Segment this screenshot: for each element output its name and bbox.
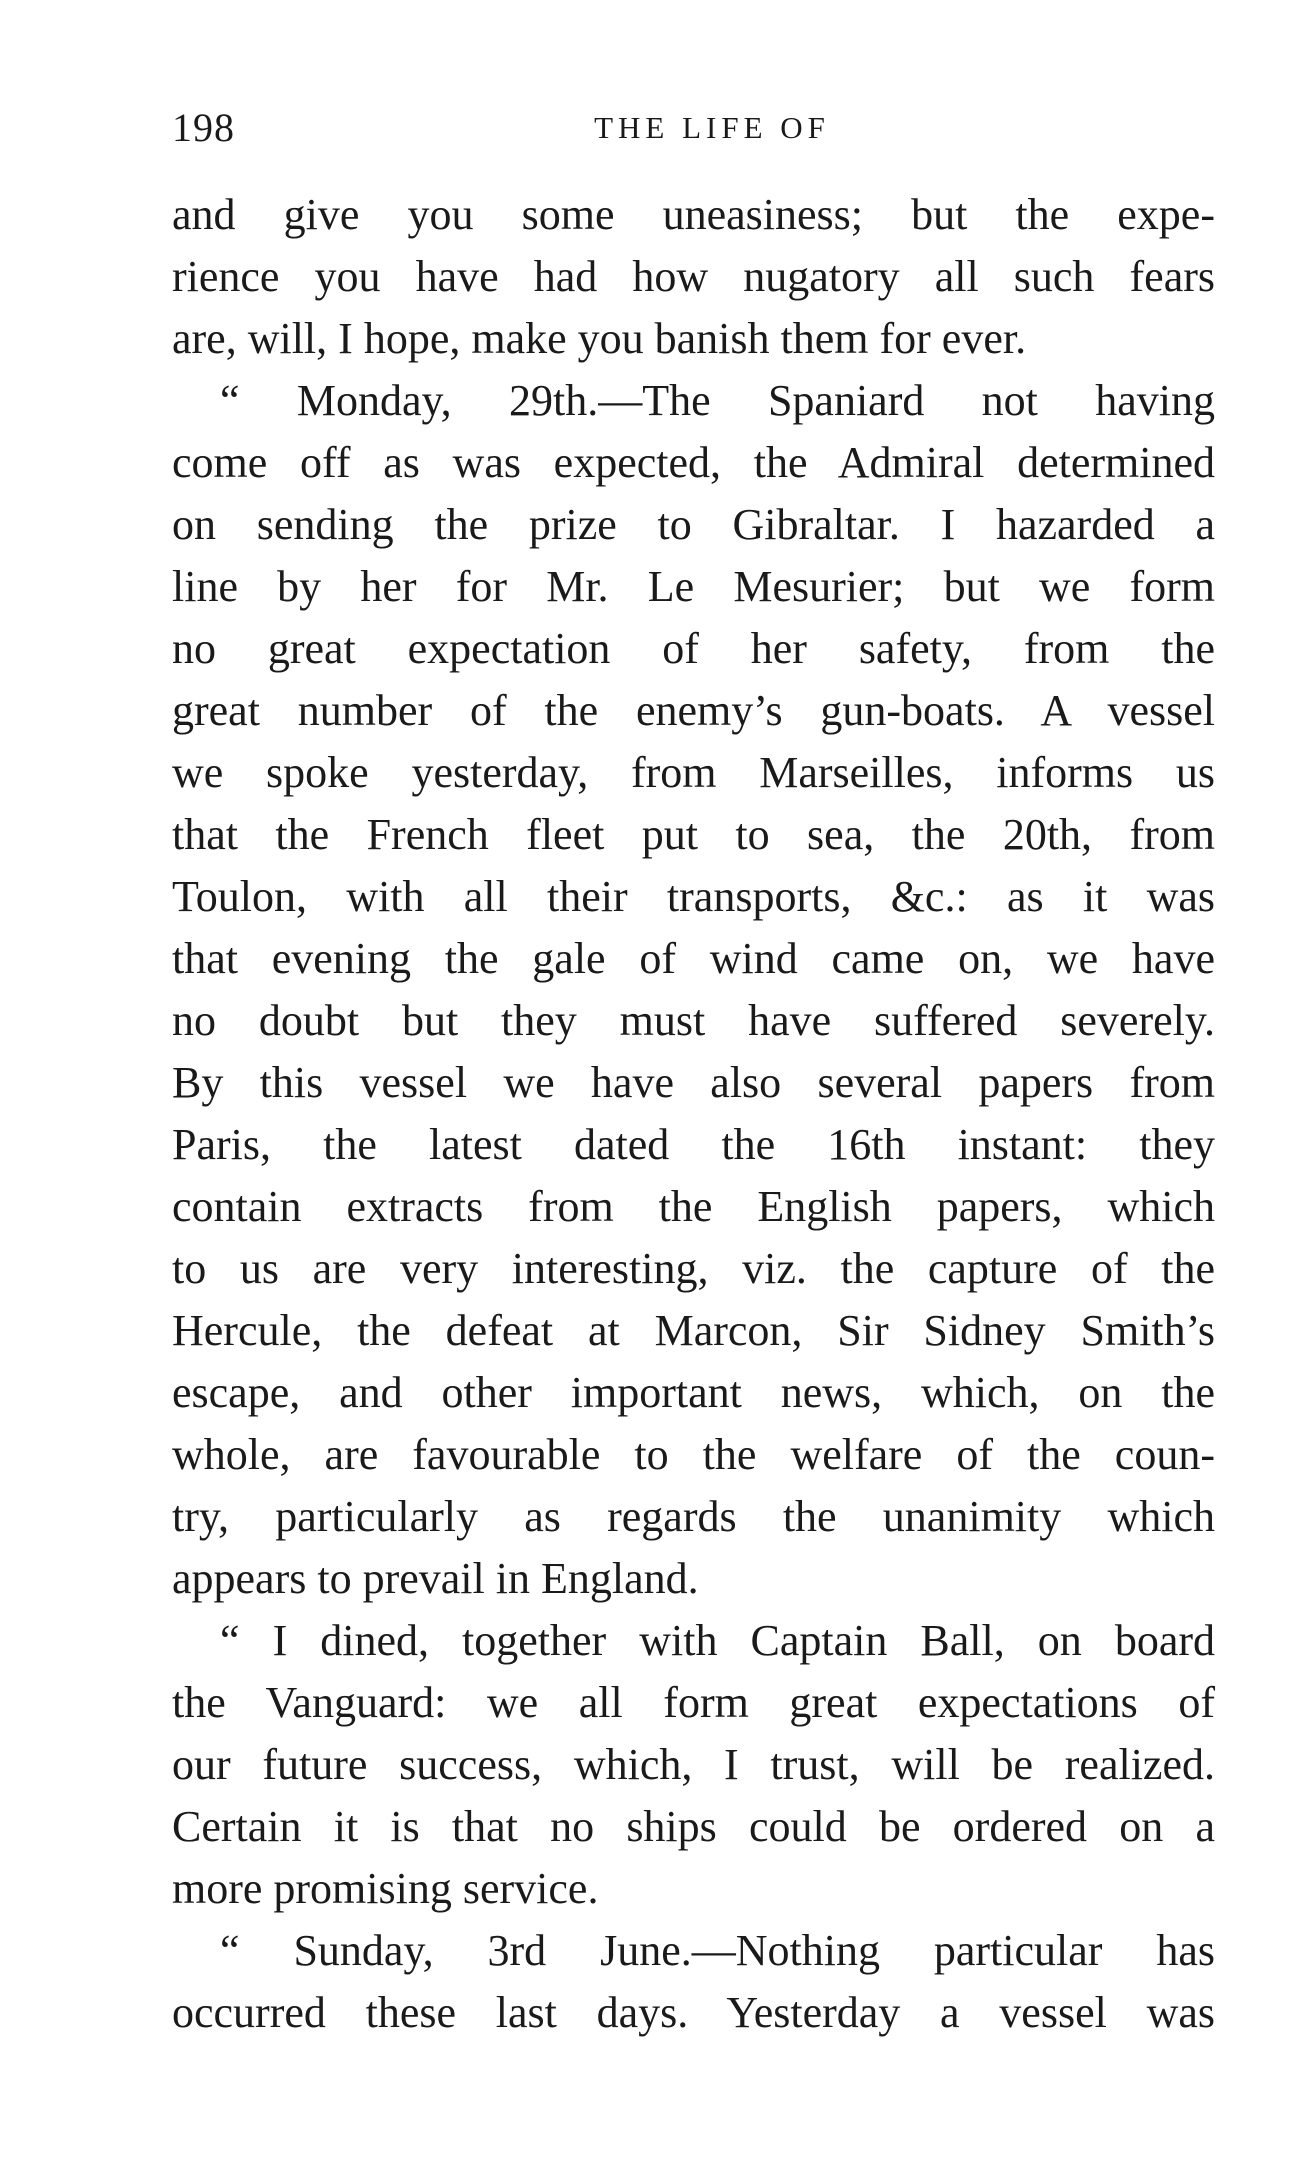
text-line: that evening the gale of wind came on, we have <box>172 934 1215 983</box>
text-line: whole, are favourable to the welfare of the coun- <box>172 1430 1215 1479</box>
text-line: Toulon, with all their transports, &c.: as it was <box>172 872 1215 921</box>
page-number: 198 <box>172 105 235 150</box>
text-line: try, particularly as regards the unanimity which <box>172 1492 1215 1541</box>
text-line: the Vanguard: we all form great expectations of <box>172 1678 1215 1727</box>
text-line: are, will, I hope, make you banish them for ever. <box>172 314 1027 363</box>
text-line: “ Sunday, 3rd June.—Nothing particular has <box>220 1926 1215 1975</box>
running-head <box>172 104 1212 154</box>
text-line: occurred these last days. Yesterday a vessel was <box>172 1988 1215 2037</box>
text-line: that the French fleet put to sea, the 20th, from <box>172 810 1215 859</box>
text-line: no great expectation of her safety, from the <box>172 624 1215 673</box>
text-line: rience you have had how nugatory all such fears <box>172 252 1215 301</box>
text-line: Certain it is that no ships could be ordered on a <box>172 1802 1215 1851</box>
text-line: line by her for Mr. Le Mesurier; but we form <box>172 562 1215 611</box>
text-line: great number of the enemy’s gun-boats. A vessel <box>172 686 1215 735</box>
text-line: Hercule, the defeat at Marcon, Sir Sidney Smith’s <box>172 1306 1215 1355</box>
text-line: “ Monday, 29th.—The Spaniard not having <box>220 376 1215 425</box>
running-title: THE LIFE OF <box>594 110 830 145</box>
text-line: we spoke yesterday, from Marseilles, informs us <box>172 748 1215 797</box>
text-line: By this vessel we have also several papers from <box>172 1058 1215 1107</box>
text-line: more promising service. <box>172 1864 599 1913</box>
text-line: and give you some uneasiness; but the expe- <box>172 190 1215 239</box>
text-line: Paris, the latest dated the 16th instant: they <box>172 1120 1215 1169</box>
text-line: contain extracts from the English papers, which <box>172 1182 1215 1231</box>
text-line: “ I dined, together with Captain Ball, on board <box>220 1616 1215 1665</box>
text-line: to us are very interesting, viz. the capture of the <box>172 1244 1215 1293</box>
text-line: appears to prevail in England. <box>172 1554 699 1603</box>
text-line: escape, and other important news, which, on the <box>172 1368 1215 1417</box>
text-line: no doubt but they must have suffered severely. <box>172 996 1215 1045</box>
text-line: come off as was expected, the Admiral determined <box>172 438 1215 487</box>
text-line: our future success, which, I trust, will be realized. <box>172 1740 1215 1789</box>
body-text <box>172 184 1215 2044</box>
text-line: on sending the prize to Gibraltar. I hazarded a <box>172 500 1215 549</box>
